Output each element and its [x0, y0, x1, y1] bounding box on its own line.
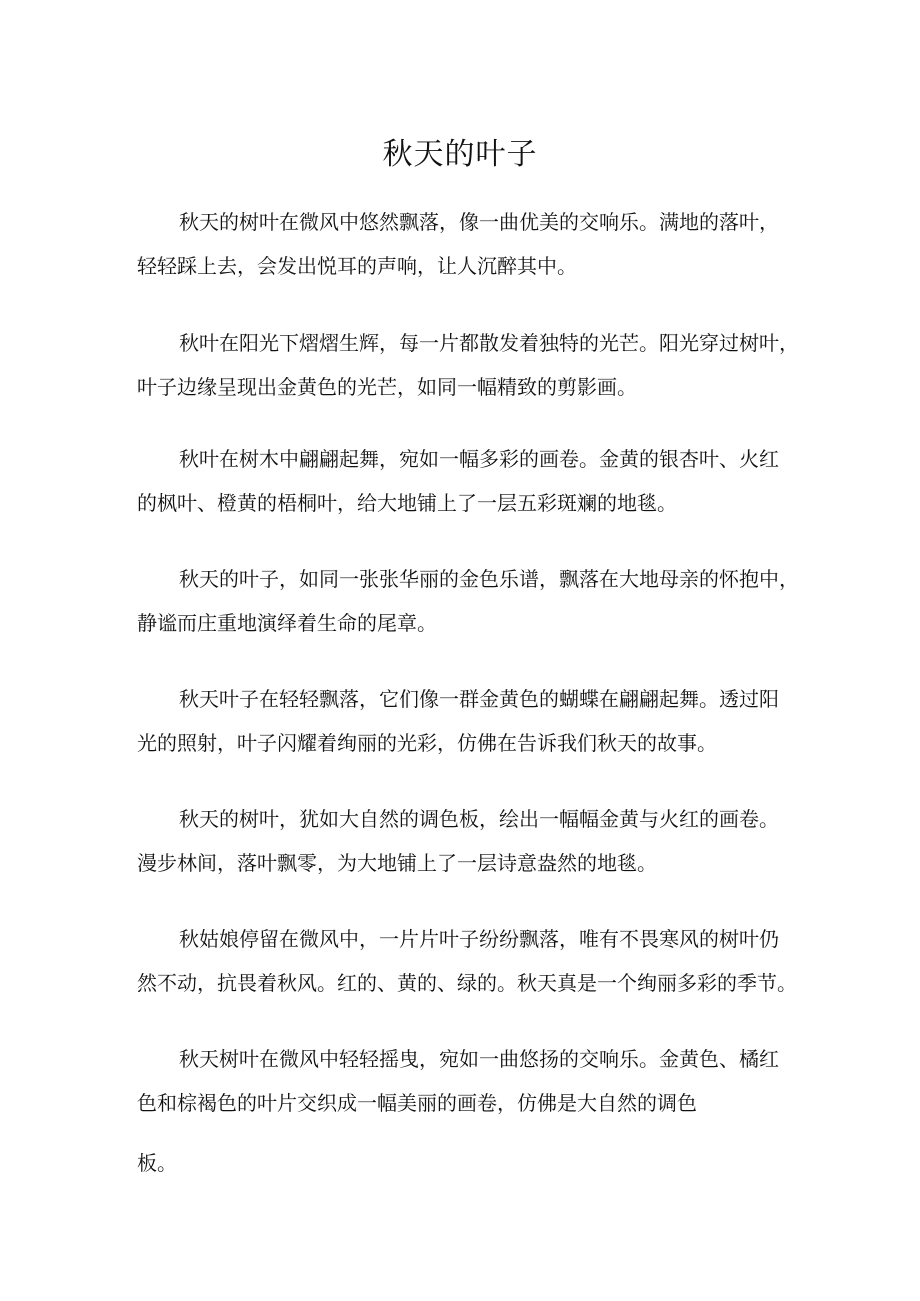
paragraph-line: 色和棕褐色的叶片交织成一幅美丽的画卷，仿佛是大自然的调色 — [137, 1091, 697, 1115]
paragraph-line: 光的照射，叶子闪耀着绚丽的光彩，仿佛在告诉我们秋天的故事。 — [137, 731, 717, 755]
paragraph-6 — [137, 797, 797, 885]
paragraph-4 — [137, 557, 797, 645]
paragraph-line: 叶子边缘呈现出金黄色的光芒，如同一幅精致的剪影画。 — [137, 375, 637, 399]
paragraph-8 — [137, 1037, 797, 1185]
paragraph-line: 秋天的树叶，犹如大自然的调色板，绘出一幅幅金黄与火红的画卷。 — [179, 807, 779, 831]
paragraph-3 — [137, 437, 797, 525]
paragraph-line: 秋天树叶在微风中轻轻摇曳，宛如一曲悠扬的交响乐。金黄色、橘红 — [179, 1047, 779, 1071]
paragraph-1 — [137, 200, 797, 288]
paragraph-line: 秋叶在树木中翩翩起舞，宛如一幅多彩的画卷。金黄的银杏叶、火红 — [179, 447, 779, 471]
paragraph-line: 秋叶在阳光下熠熠生辉，每一片都散发着独特的光芒。阳光穿过树叶， — [179, 331, 799, 355]
paragraph-line: 板。 — [137, 1151, 177, 1175]
paragraph-line: 然不动，抗畏着秋风。红的、黄的、绿的。秋天真是一个绚丽多彩的季节。 — [137, 971, 797, 995]
paragraph-line: 漫步林间，落叶飘零，为大地铺上了一层诗意盎然的地毯。 — [137, 851, 657, 875]
paragraph-line: 秋天的树叶在微风中悠然飘落，像一曲优美的交响乐。满地的落叶， — [179, 210, 779, 234]
paragraph-7 — [137, 917, 797, 1005]
paragraph-line: 的枫叶、橙黄的梧桐叶，给大地铺上了一层五彩斑斓的地毯。 — [137, 491, 677, 515]
paragraph-line: 轻轻踩上去，会发出悦耳的声响，让人沉醉其中。 — [137, 254, 577, 278]
paragraph-line: 静谧而庄重地演绎着生命的尾章。 — [137, 611, 437, 635]
paragraph-line: 秋姑娘停留在微风中，一片片叶子纷纷飘落，唯有不畏寒风的树叶仍 — [179, 927, 779, 951]
paragraph-line: 秋天的叶子，如同一张张华丽的金色乐谱，飘落在大地母亲的怀抱中， — [179, 567, 799, 591]
paragraph-line: 秋天叶子在轻轻飘落，它们像一群金黄色的蝴蝶在翩翩起舞。透过阳 — [179, 687, 779, 711]
document-title: 秋天的叶子 — [382, 137, 538, 172]
paragraph-5 — [137, 677, 797, 765]
paragraph-2 — [137, 321, 797, 409]
